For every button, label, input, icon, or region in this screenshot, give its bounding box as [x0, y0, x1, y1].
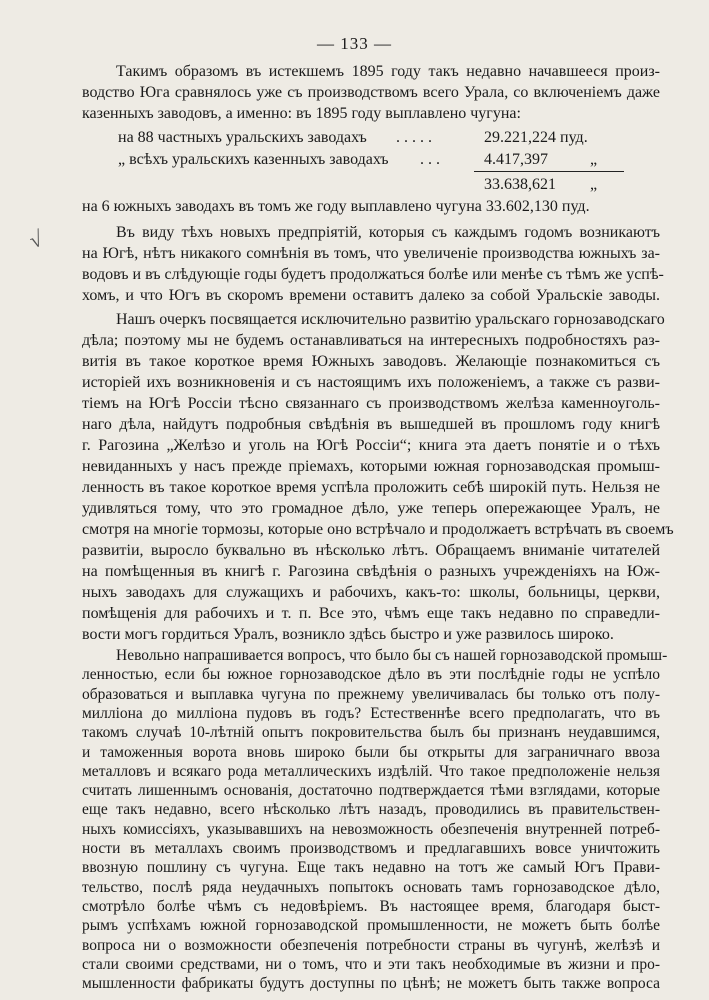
p3-line-10: удивляться тому, что это громадное дѣло, уже теперь опережающее Уралъ, не — [82, 500, 660, 517]
p3-line-13: на помѣщенныя въ книгѣ г. Рагозина свѣдѣнія о разныхъ учрежденіяхъ на Юж- — [82, 563, 660, 580]
p4-line-4: милліона до милліона пудовъ въ годъ? Естественнѣе всего предполагать, что въ — [82, 705, 660, 722]
p1-line-1: Такимъ образомъ въ истекшемъ 1895 году такъ недавно начавшееся произ- — [116, 63, 660, 80]
p4-line-15: рымъ успѣхамъ южной горнозаводской промышленности, не можетъ быть болѣе — [82, 917, 660, 934]
p3-line-2: дѣла; поэтому мы не будемъ останавливаться на интересныхъ подробностяхъ раз- — [82, 332, 660, 349]
p4-line-9: еще такъ недавно, всего нѣсколько лѣтъ назадъ, проводились въ правительствен- — [82, 801, 660, 818]
p4-line-1: Невольно напрашивается вопросъ, что было бы съ нашей горнозаводской промыш- — [116, 647, 668, 664]
p3-line-14: ныхъ заводахъ для служащихъ и рабочихъ, какъ-то: школы, больницы, церкви, — [82, 584, 660, 601]
p3-line-8: невиданныхъ у насъ прежде пріемахъ, которыми южная горнозаводская промыш- — [82, 458, 660, 475]
p4-line-8: считать лишеннымъ основанія, достаточно подтверждается тѣми взглядами, которые — [82, 782, 660, 799]
p2-line-3: водовъ и въ слѣдующіе годы будетъ продолжаться болѣе или менѣе съ тѣмъ же успѣ- — [82, 266, 664, 283]
p3-line-4: исторіей ихъ возникновенія и съ настоящимъ ихъ положеніемъ, а также съ разви- — [82, 374, 660, 391]
p3-line-9: ленность въ такое короткое время успѣла проложить себѣ широкій путь. Нельзя не — [82, 479, 660, 496]
p4-line-14: смотрѣло болѣе чѣмъ съ недовѣріемъ. Въ настоящее время, благодаря быст- — [82, 898, 660, 915]
p4-line-11: ности въ металлахъ своимъ производствомъ и предлагавшихъ вовсе уничтожить — [82, 840, 660, 857]
sum-rule — [474, 171, 624, 172]
p4-line-12: ввозную пошлину съ чугуна. Еще такъ недавно на тотъ же самый Югъ Прави- — [82, 859, 660, 876]
table-row-2-ditto: „ — [590, 151, 598, 168]
p3-line-1: Нашъ очеркъ посвящается исключительно развитію уральскаго горнозаводскаго — [116, 311, 665, 328]
table-row-1-dots: . . . . . — [396, 129, 432, 146]
p3-line-12: развитіи, выросло буквально въ нѣсколько лѣтъ. Обращаемъ вниманіе читателей — [82, 542, 660, 559]
table-row-2-label: „ всѣхъ уральскихъ казенныхъ заводахъ — [118, 151, 389, 168]
p3-line-5: тіемъ на Югѣ Россіи тѣсно связаннаго съ производствомъ желѣза каменноуголь- — [82, 395, 660, 412]
table-total-value: 33.638,621 — [484, 176, 556, 193]
p2-line-1: Въ виду тѣхъ новыхъ предпріятій, которыя съ каждымъ годомъ возникаютъ — [116, 224, 660, 241]
p1-line-2: водство Юга сравнялось уже съ производствомъ всего Урала, со включеніемъ даже — [82, 84, 660, 101]
p4-line-5: такомъ случаѣ 10-лѣтній опытъ покровительства былъ бы признанъ неудавшимся, — [82, 724, 660, 741]
p3-line-6: наго дѣла, найдутъ подробныя свѣдѣнія въ вышедшей въ прошломъ году книгѣ — [82, 416, 660, 433]
p4-line-7: металловъ и всякаго рода металлическихъ издѣлій. Что такое предположеніе нельзя — [82, 763, 660, 780]
p3-line-7: г. Рагозина „Желѣзо и уголь на Югѣ Россіи“; книга эта даетъ понятіе и о тѣхъ — [82, 437, 660, 454]
p4-line-13: тельство, послѣ ряда неудачныхъ попытокъ основать тамъ горнозаводское дѣло, — [82, 879, 660, 896]
table-row-2-value: 4.417,397 — [484, 151, 548, 168]
table-row-1-value: 29.221,224 пуд. — [484, 129, 588, 146]
p3-line-15: помѣщенія для рабочихъ и т. п. Все это, чѣмъ еще такъ недавно по справедли- — [82, 605, 660, 622]
p4-line-18: мышленности фабрикаты будутъ доступны по цѣнѣ; не можетъ быть также вопроса — [82, 975, 660, 992]
p4-line-2: ленностью, если бы южное горнозаводское дѣло въ эти послѣдніе годы не успѣло — [82, 666, 660, 683]
p2-line-4: хомъ, и что Югъ въ скоромъ времени оставитъ далеко за собой Уральскіе заводы. — [82, 287, 660, 304]
p3-line-3: витія въ такое короткое время Южныхъ заводовъ. Желающіе познакомиться съ — [82, 353, 660, 370]
p1-line-3: казенныхъ заводовъ, а именно: въ 1895 году выплавлено чугуна: — [82, 105, 521, 122]
p2-line-2: на Югѣ, нѣтъ никакого сомнѣнія въ томъ, что увеличеніе производства южныхъ за- — [82, 245, 660, 262]
p4-line-10: ныхъ комиссіяхъ, указывавшихъ на невозможность обезпеченія внутренней потреб- — [82, 821, 660, 838]
p4-line-3: образоваться и выплавка чугуна по прежнему увеличивалась бы только отъ полу- — [82, 686, 660, 703]
p4-line-6: и таможенныя ворота вновь широко были бы открыты для заграничнаго ввоза — [82, 744, 660, 761]
p4-line-17: стали своими средствами, ни о томъ, что и эти такъ необходимые въ жизни и про- — [82, 956, 660, 973]
table-row-2-dots: . . . — [420, 151, 440, 168]
margin-pencil-mark: √ — [26, 225, 46, 254]
page-number: — 133 — — [317, 34, 392, 53]
table-row-1-label: на 88 частныхъ уральскихъ заводахъ — [118, 129, 367, 146]
p4-line-16: вопроса ни о возможности обезпеченія потребности страны въ чугунѣ, желѣзѣ и — [82, 937, 660, 954]
p3-line-16: вости могъ гордиться Уралъ, возникло здѣсь быстро и уже развилось широко. — [82, 626, 614, 643]
table-total-ditto: „ — [590, 176, 598, 193]
south-production-line: на 6 южныхъ заводахъ въ томъ же году выплавлено чугуна 33.602,130 пуд. — [82, 198, 590, 215]
p3-line-11: смотря на многіе тормозы, которые оно встрѣчало и продолжаетъ встрѣчать въ своемъ — [82, 521, 674, 538]
